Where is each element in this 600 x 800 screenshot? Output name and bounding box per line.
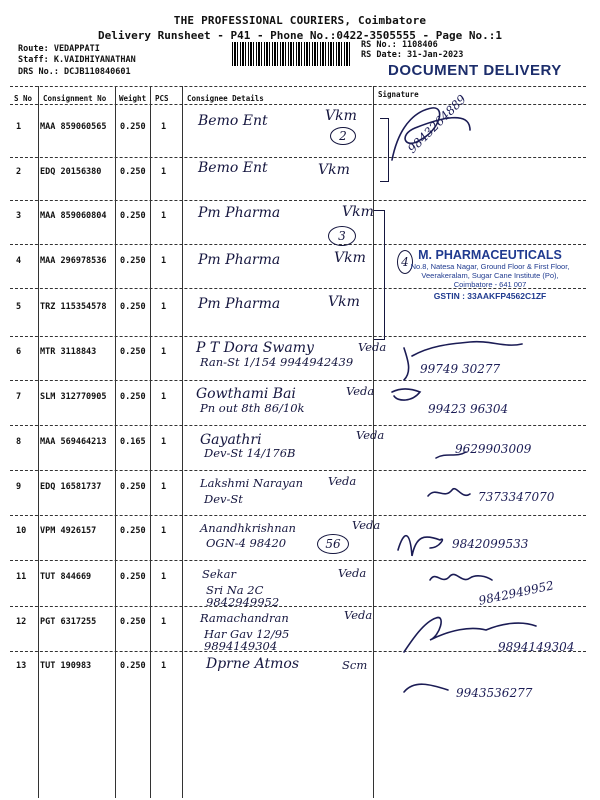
row-consignment: MAA 569464213 xyxy=(40,437,107,447)
row-signature: 99749 30277 xyxy=(420,362,501,376)
col-header-signature: Signature xyxy=(378,90,419,99)
row-consignment: TRZ 115354578 xyxy=(40,302,107,312)
row-sno: 7 xyxy=(16,392,22,402)
row-place: Veda xyxy=(352,518,381,532)
row-signature: 9842099533 xyxy=(452,537,529,551)
row-weight: 0.250 xyxy=(120,211,146,221)
row-place: Veda xyxy=(338,566,367,580)
row-sno: 4 xyxy=(16,256,22,266)
row-pcs: 1 xyxy=(161,302,167,312)
row-pcs: 1 xyxy=(161,526,167,536)
row-sno: 5 xyxy=(16,302,22,312)
runsheet-subtitle: Delivery Runsheet - P41 - Phone No.:0422-3505555 - Page No.:1 xyxy=(98,29,502,42)
row-consignment: TUT 844669 xyxy=(40,572,92,582)
stamp-address-line: Veerakeralam, Sugar Cane Institute (Po), xyxy=(421,271,559,280)
circle-mark: 3 xyxy=(328,226,356,246)
row-consignment: EDQ 20156380 xyxy=(40,167,102,177)
stamp-address-line: Coimbatore - 641 007 xyxy=(453,280,527,289)
row-place: Veda xyxy=(346,384,375,398)
row-sno: 2 xyxy=(16,167,22,177)
row-signature: 9629903009 xyxy=(455,442,532,456)
row-place: Vkm xyxy=(325,108,357,124)
row-signature: 9843264889 xyxy=(405,92,469,156)
document-delivery-stamp: DOCUMENT DELIVERY xyxy=(388,62,562,79)
row-place: Veda xyxy=(356,428,385,442)
circle-mark: 2 xyxy=(330,127,356,145)
rs-number: RS No.: 1108406 xyxy=(361,40,438,50)
row-consignee: Sekar xyxy=(202,567,237,581)
stamp-address-line: No.8, Natesa Nagar, Ground Floor & First Floor, xyxy=(410,262,570,271)
row-sno: 12 xyxy=(16,617,27,627)
stamp-gstin: GSTIN : 33AAKFP4562C1ZF xyxy=(433,291,547,301)
row-consignment: EDQ 16581737 xyxy=(40,482,102,492)
rs-date: RS Date: 31-Jan-2023 xyxy=(361,50,464,60)
row-weight: 0.250 xyxy=(120,482,146,492)
row-weight: 0.250 xyxy=(120,661,146,671)
row-consignee: P T Dora Swamy xyxy=(196,340,314,356)
row-place: Veda xyxy=(358,340,387,354)
row-sno: 9 xyxy=(16,482,22,492)
row-consignment: SLM 312770905 xyxy=(40,392,107,402)
row-sno: 6 xyxy=(16,347,22,357)
row-sno: 11 xyxy=(16,572,27,582)
row-sno: 10 xyxy=(16,526,27,536)
row-extra: Dev-St xyxy=(204,492,243,506)
row-pcs: 1 xyxy=(161,122,167,132)
staff-label: Staff: K.VAIDHIYANATHAN xyxy=(18,55,136,65)
row-sno: 1 xyxy=(16,122,22,132)
row-consignment: MAA 859060804 xyxy=(40,211,107,221)
row-pcs: 1 xyxy=(161,256,167,266)
signature-stroke xyxy=(392,389,420,400)
row-extra: Pn out 8th 86/10k xyxy=(200,401,305,415)
row-place: Vkm xyxy=(342,204,374,220)
row-consignee: Bemo Ent xyxy=(198,113,268,129)
row-sno: 3 xyxy=(16,211,22,221)
row-pcs: 1 xyxy=(161,572,167,582)
row-pcs: 1 xyxy=(161,482,167,492)
row-sno: 8 xyxy=(16,437,22,447)
row-extra: Dev-St 14/176B xyxy=(204,446,296,460)
row-place: Vkm xyxy=(318,162,350,178)
row-signature: 9894149304 xyxy=(498,640,575,654)
row-signature: 9943536277 xyxy=(456,686,533,700)
row-place: Vkm xyxy=(328,294,360,310)
row-consignee: Gayathri xyxy=(200,432,262,448)
row-weight: 0.250 xyxy=(120,526,146,536)
circle-mark: 4 xyxy=(397,250,413,274)
row-consignee: Bemo Ent xyxy=(198,160,268,176)
row-weight: 0.250 xyxy=(120,256,146,266)
signature-stroke xyxy=(430,574,492,580)
row-weight: 0.250 xyxy=(120,617,146,627)
row-place: Scm xyxy=(342,658,368,672)
col-header-pcs: PCS xyxy=(155,94,169,103)
row-extra: Sri Na 2C 9842949952 xyxy=(206,583,280,609)
runsheet-title: THE PROFESSIONAL COURIERS, Coimbatore xyxy=(173,14,427,27)
row-place: Veda xyxy=(344,608,373,622)
row-extra: Ran-St 1/154 9944942439 xyxy=(200,355,354,369)
row-pcs: 1 xyxy=(161,167,167,177)
col-header-consignee: Consignee Details xyxy=(187,94,264,103)
col-header-sno: S No xyxy=(14,94,33,103)
row-weight: 0.165 xyxy=(120,437,146,447)
row-weight: 0.250 xyxy=(120,122,146,132)
row-consignee: Pm Pharma xyxy=(198,205,281,221)
circle-mark: 56 xyxy=(317,534,349,554)
signature-stroke xyxy=(404,618,536,652)
row-consignment: MAA 296978536 xyxy=(40,256,107,266)
row-sno: 13 xyxy=(16,661,27,671)
drs-label: DRS No.: DCJB110840601 xyxy=(18,67,131,77)
row-consignee: Ramachandran xyxy=(200,611,289,625)
signature-stroke xyxy=(404,684,448,692)
row-pcs: 1 xyxy=(161,617,167,627)
signature-stroke xyxy=(398,536,442,556)
row-consignee: Pm Pharma xyxy=(198,252,281,268)
row-place: Veda xyxy=(328,474,357,488)
row-consignment: MAA 859060565 xyxy=(40,122,107,132)
row-pcs: 1 xyxy=(161,211,167,221)
row-consignment: PGT 6317255 xyxy=(40,617,97,627)
row-pcs: 1 xyxy=(161,347,167,357)
signature-stroke xyxy=(404,342,522,380)
row-consignee: Dprne Atmos xyxy=(206,656,300,672)
row-signature: 9842949952 xyxy=(477,578,555,608)
row-weight: 0.250 xyxy=(120,167,146,177)
row-pcs: 1 xyxy=(161,661,167,671)
row-weight: 0.250 xyxy=(120,392,146,402)
row-consignee: Pm Pharma xyxy=(198,296,281,312)
route-label: Route: VEDAPPATI xyxy=(18,44,100,54)
row-consignee: Anandhkrishnan xyxy=(200,521,296,535)
row-pcs: 1 xyxy=(161,437,167,447)
row-extra: Har Gav 12/95 9894149304 xyxy=(204,627,290,653)
row-pcs: 1 xyxy=(161,392,167,402)
row-signature: 7373347070 xyxy=(478,490,555,504)
row-extra: OGN-4 98420 xyxy=(206,536,287,550)
row-consignment: MTR 3118843 xyxy=(40,347,97,357)
row-consignment: TUT 190983 xyxy=(40,661,92,671)
row-weight: 0.250 xyxy=(120,572,146,582)
signature-stroke xyxy=(392,108,470,160)
row-weight: 0.250 xyxy=(120,347,146,357)
row-consignment: VPM 4926157 xyxy=(40,526,97,536)
col-header-consignment: Consignment No xyxy=(43,94,107,103)
row-signature: 99423 96304 xyxy=(428,402,509,416)
stamp-company-name: M. PHARMACEUTICALS xyxy=(418,248,562,262)
row-place: Vkm xyxy=(334,250,366,266)
row-weight: 0.250 xyxy=(120,302,146,312)
col-header-weight: Weight xyxy=(119,94,147,103)
signature-stroke xyxy=(428,489,470,496)
row-consignee: Gowthami Bai xyxy=(196,386,296,402)
signature-stroke xyxy=(436,452,466,458)
row-consignee: Lakshmi Narayan xyxy=(200,476,304,490)
